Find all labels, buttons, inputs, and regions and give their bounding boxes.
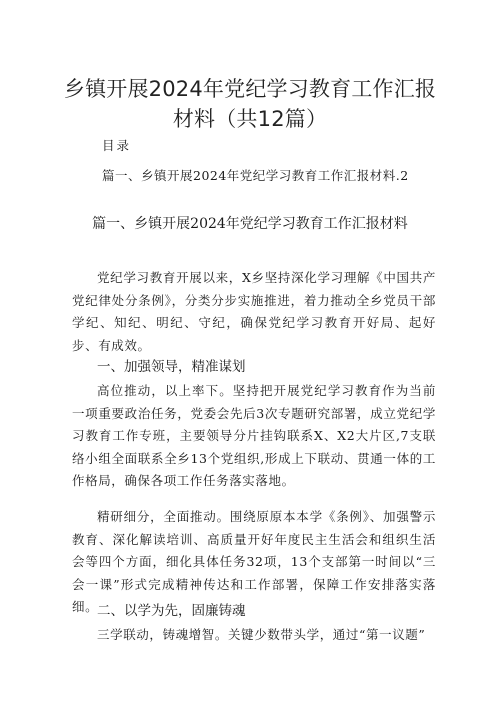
intro-paragraph: 党纪学习教育开展以来，X乡坚持深化学习理解《中国共产党纪律处分条例》，分类分步实施推进，着力推动全乡党员干部学纪、知纪、明纪、守纪，确保党纪学习教育开好局、起好步、有成效。	[72, 270, 436, 353]
sub-heading-2: 二、以学为先，固廉铸魂	[97, 603, 246, 619]
paragraph: 精研细分，全面推动。围绕原原本本学《条例》、加强警示教育、深化解读培训、高质量开好年度民主生活会和组织生活会等四个方面，细化具体任务32项，13个支部第一时间以“三会一课”形式完成精神传达和工作部署，保障工作安排落实落细。	[72, 509, 436, 615]
section-title: 篇一、乡镇开展2024年党纪学习教育工作汇报材料	[92, 216, 408, 232]
sub-heading-1: 一、加强领导，精准谋划	[97, 359, 246, 375]
document-title: 乡镇开展2024年党纪学习教育工作汇报材料（共12篇）	[63, 77, 437, 131]
toc-entry[interactable]: 篇一、乡镇开展2024年党纪学习教育工作汇报材料.2	[102, 168, 409, 183]
paragraph: 三学联动，铸魂增智。关键少数带头学，通过“第一议题”	[97, 627, 426, 642]
paragraph: 高位推动，以上率下。坚持把开展党纪学习教育作为当前一项重要政治任务，党委会先后3次专题研究部署，成立党纪学习教育工作专班，主要领导分片挂钩联系X、X2大片区,7支联络小组全面联系全乡13个党组织,形成上下联动、贯通一体的工作格局，确保各项工作任务落实落地。	[72, 383, 436, 489]
toc-label: 目录	[102, 138, 132, 153]
